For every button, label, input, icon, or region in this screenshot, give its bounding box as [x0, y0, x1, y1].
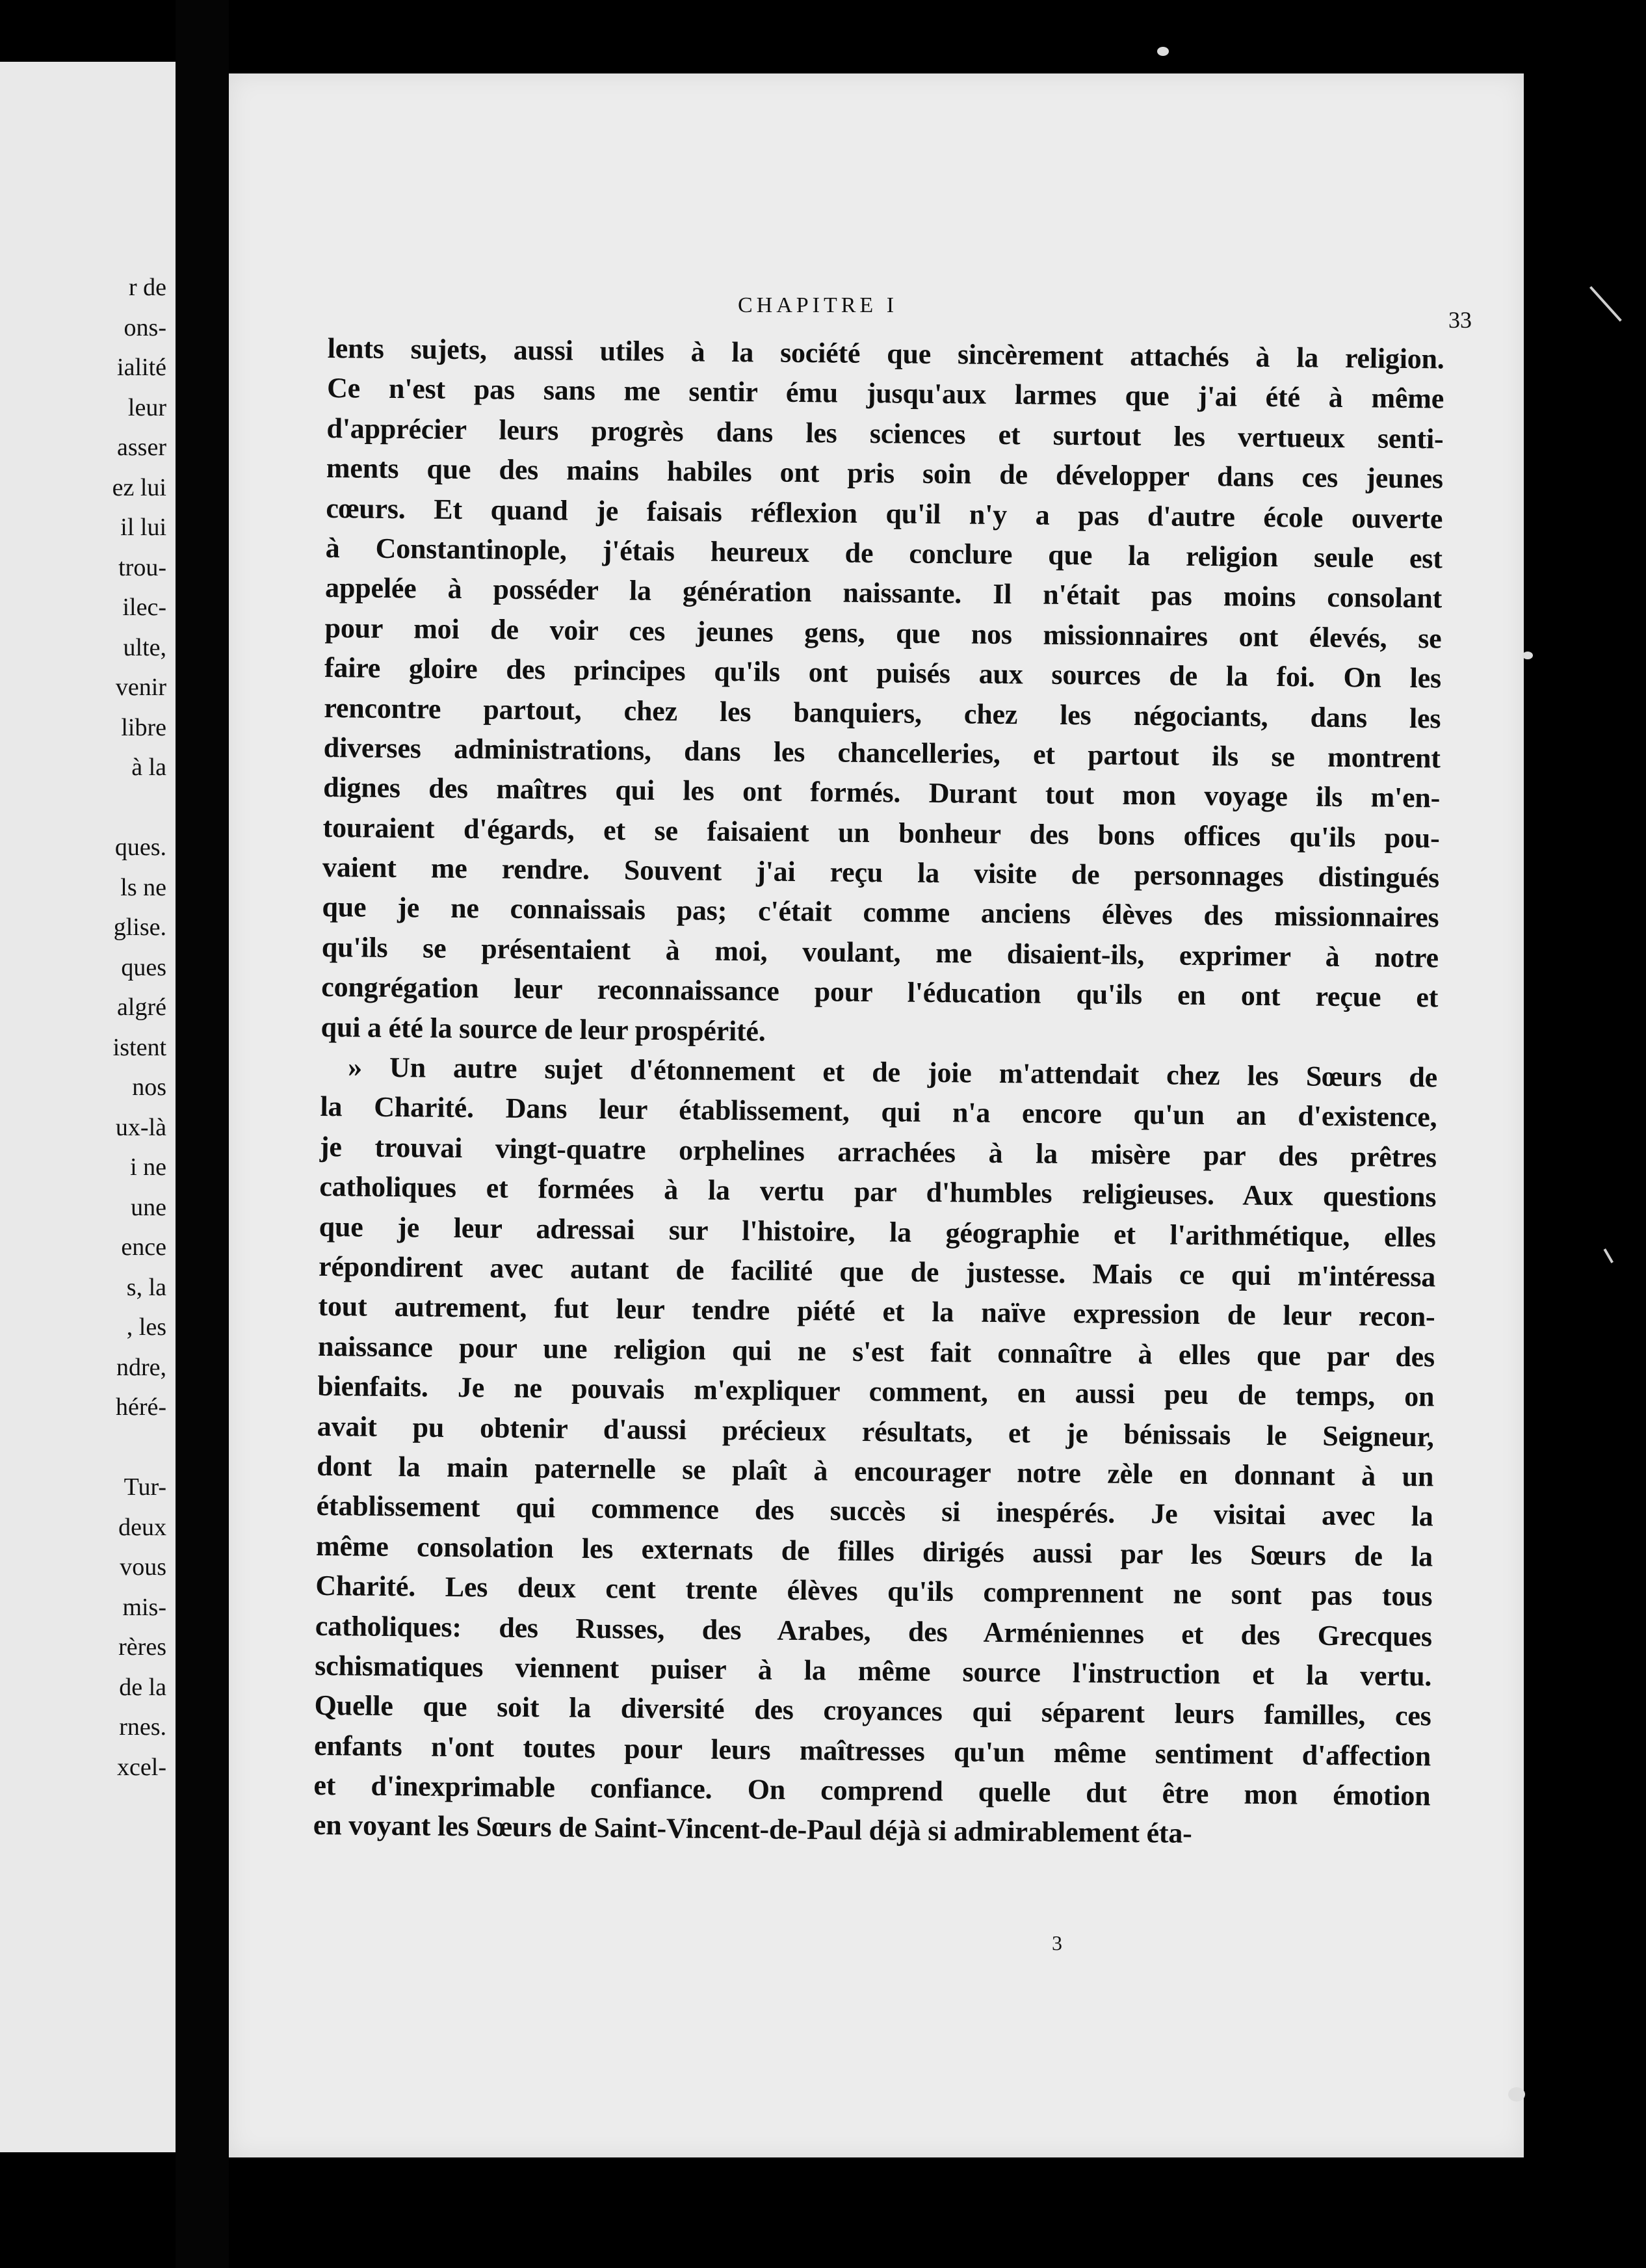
text-line: en voyant les Sœurs de Saint-Vincent-de-Paul déjà si admirablement éta-	[313, 1809, 1192, 1850]
signature-mark: 3	[1052, 1931, 1062, 1955]
text-line: tout autrement, fut leur tendre piété et la naïve expression de leur recon-	[318, 1290, 1435, 1333]
running-head	[229, 293, 1524, 318]
previous-page-line: , les	[126, 1313, 166, 1341]
previous-page-line: leur	[127, 393, 166, 421]
previous-page-line: istent	[112, 1033, 166, 1061]
text-line: qui a été la source de leur prospérité.	[320, 1010, 766, 1048]
text-line: schismatiques viennent puiser à la même source l'instruction et la vertu.	[315, 1649, 1432, 1693]
scan-scratch	[1589, 286, 1622, 322]
previous-page-line: xcel-	[117, 1753, 166, 1781]
text-line: répondirent avec autant de facilité que de justesse. Mais ce qui m'intéressa	[318, 1250, 1436, 1293]
previous-page-line: il lui	[120, 514, 166, 541]
running-title: CHAPITRE I	[737, 293, 898, 317]
previous-page-line: ialité	[117, 354, 166, 381]
previous-page-line: ndre,	[116, 1353, 166, 1381]
previous-page-line: venir	[115, 674, 166, 701]
text-line: je trouvai vingt-quatre orphelines arrachées à la misère par des prêtres	[319, 1130, 1437, 1174]
text-line: Charité. Les deux cent trente élèves qu'ils comprennent ne sont pas tous	[315, 1570, 1433, 1613]
text-line: même consolation les externats de filles dirigés aussi par les Sœurs de la	[315, 1529, 1433, 1573]
previous-page-line: rnes.	[119, 1713, 166, 1741]
scan-speck	[1157, 47, 1169, 56]
text-line: catholiques: des Russes, des Arabes, des Arméniennes et des Grecques	[315, 1609, 1433, 1652]
previous-page-line: Tur-	[124, 1473, 166, 1501]
book-page	[229, 73, 1524, 2157]
text-line: avait pu obtenir d'aussi précieux résultats, et je bénissais le Seigneur,	[317, 1410, 1434, 1453]
previous-page-line: glise.	[113, 914, 166, 941]
previous-page-line: ulte,	[123, 633, 166, 661]
previous-page-line: de la	[119, 1673, 166, 1701]
previous-page-line: ux-là	[115, 1113, 166, 1141]
previous-page-line: héré-	[115, 1393, 166, 1421]
text-line: que je ne connaissais pas; c'était comme anciens élèves des missionnaires	[322, 891, 1439, 934]
page-number: 33	[1448, 307, 1472, 333]
previous-page-line: trou-	[118, 553, 166, 581]
text-line: vaient me rendre. Souvent j'ai reçu la visite de personnages distingués	[322, 851, 1440, 894]
text-line: rencontre partout, chez les banquiers, chez les négociants, dans les	[324, 691, 1441, 734]
text-line: qu'ils se présentaient à moi, voulant, me disaient-ils, exprimer à notre	[321, 930, 1439, 974]
text-line: pour moi de voir ces jeunes gens, que nos missionnaires ont élevés, se	[324, 611, 1442, 655]
text-line: à Constantinople, j'étais heureux de conclure que la religion seule est	[325, 531, 1443, 575]
text-line: Quelle que soit la diversité des croyances qui séparent leurs familles, ces	[314, 1689, 1431, 1732]
text-line: diverses administrations, dans les chancelleries, et partout ils se montrent	[323, 731, 1441, 774]
previous-page-line: r de	[128, 274, 166, 301]
scan-speck	[1522, 652, 1533, 659]
previous-page-line: ques	[121, 953, 166, 981]
previous-page-line: algré	[117, 994, 166, 1021]
previous-page-line: libre	[121, 713, 166, 741]
previous-page-line: à la	[131, 754, 166, 781]
previous-page-line: ez lui	[112, 473, 166, 501]
text-line: bienfaits. Je ne pouvais m'expliquer comment, en aussi peu de temps, on	[317, 1370, 1435, 1413]
body-text	[313, 328, 1444, 1856]
text-line: faire gloire des principes qu'ils ont puisés aux sources de la foi. On les	[324, 652, 1442, 694]
text-line: lents sujets, aussi utiles à la société que sincèrement attachés à la religion.	[327, 332, 1444, 375]
previous-page-line: i ne	[130, 1154, 166, 1181]
text-line: que je leur adressai sur l'histoire, la géographie et l'arithmétique, elles	[319, 1210, 1436, 1254]
previous-page-line: ence	[121, 1233, 166, 1261]
text-line: cœurs. Et quand je faisais réflexion qu'il n'y a pas d'autre école ouverte	[326, 492, 1443, 535]
text-line: ments que des mains habiles ont pris soin de développer dans ces jeunes	[326, 452, 1444, 495]
previous-page-line: ques.	[114, 834, 166, 861]
previous-page-line: vous	[120, 1553, 166, 1581]
text-line: naissance pour une religion qui ne s'est fait connaître à elles que par des	[317, 1330, 1435, 1373]
text-line: enfants n'ont toutes pour leurs maîtresses qu'un même sentiment d'affection	[313, 1729, 1431, 1773]
text-line: dont la main paternelle se plaît à encourager notre zèle en donnant à un	[316, 1449, 1434, 1493]
text-line: la Charité. Dans leur établissement, qui n'a encore qu'un an d'existence,	[320, 1090, 1437, 1133]
text-line: et d'inexprimable confiance. On comprend quelle dut être mon émotion	[313, 1769, 1431, 1812]
text-line: congrégation leur reconnaissance pour l'éducation qu'ils en ont reçue et	[321, 971, 1439, 1014]
scan-scratch	[1604, 1248, 1613, 1263]
text-line: Ce n'est pas sans me sentir ému jusqu'aux larmes que j'ai été à même	[326, 372, 1444, 415]
text-line: dignes des maîtres qui les ont formés. Durant tout mon voyage ils m'en-	[322, 771, 1441, 814]
book-gutter	[176, 0, 229, 2268]
text-line: d'apprécier leurs progrès dans les sciences et surtout les vertueux senti-	[326, 412, 1444, 455]
previous-page-line: ls ne	[120, 873, 166, 901]
text-line: catholiques et formées à la vertu par d'humbles religieuses. Aux questions	[319, 1170, 1437, 1213]
text-line: établissement qui commence des succès si inespérés. Je visitai avec la	[316, 1490, 1433, 1533]
previous-page-line: une	[131, 1193, 166, 1221]
previous-page-line: rères	[118, 1633, 166, 1661]
previous-page-line: asser	[117, 434, 166, 461]
scan-speck	[1508, 2087, 1525, 2102]
previous-page-line: ons-	[124, 313, 166, 341]
text-line: appelée à posséder la génération naissante. Il n'était pas moins consolant	[324, 572, 1443, 614]
previous-page-line: ilec-	[122, 594, 166, 621]
text-line: touraient d'égards, et se faisaient un bonheur des bons offices qu'ils pou-	[322, 811, 1440, 854]
previous-page-line: mis-	[122, 1593, 166, 1621]
text-line: » Un autre sujet d'étonnement et de joie m'attendait chez les Sœurs de	[347, 1051, 1438, 1094]
previous-page-line: deux	[118, 1513, 166, 1541]
previous-page-line: nos	[132, 1074, 166, 1101]
previous-page-fragment	[0, 62, 176, 2152]
previous-page-line: s, la	[126, 1273, 166, 1301]
